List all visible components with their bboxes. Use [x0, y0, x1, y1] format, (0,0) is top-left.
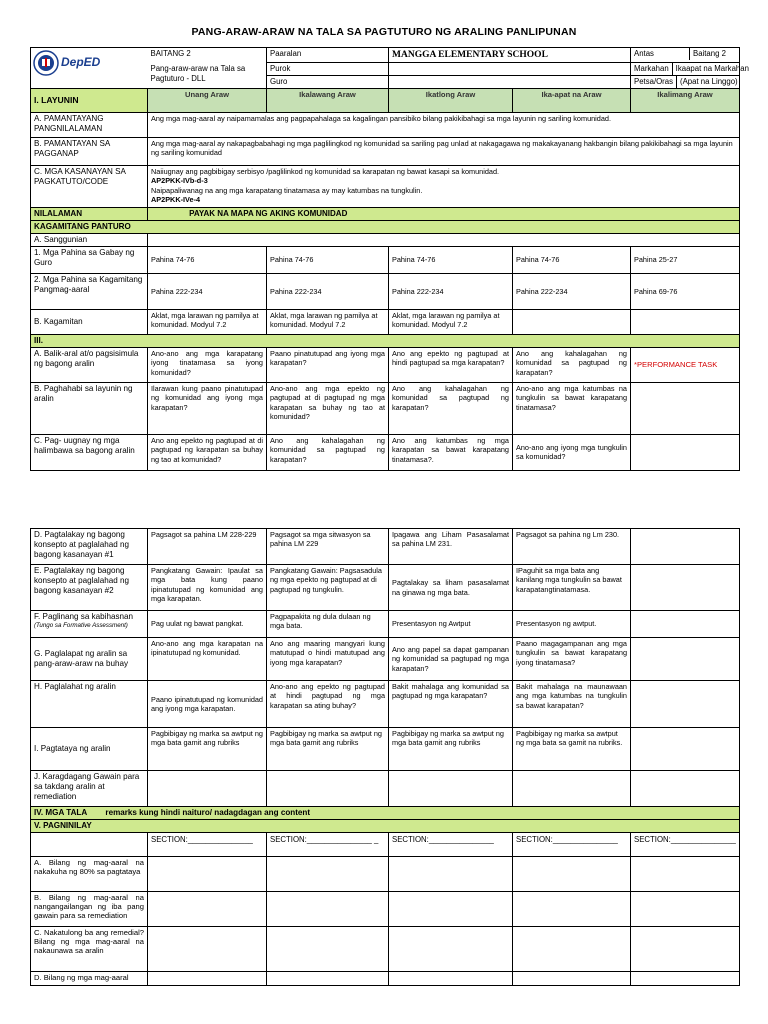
pagtataya-day-3: Pagbibigay ng marka sa awtput ng mga bata gamit ang rubriks [389, 728, 513, 771]
performance-task-label: *PERFORMANCE TASK [631, 347, 740, 382]
markahan-value: Ikaapat na Markahan [675, 64, 749, 74]
guro-value [389, 76, 631, 89]
paglalahat-day-3: Bakit mahalaga ang komunidad sa pagtupad ng mga karapatan? [389, 681, 513, 728]
reflection-a-day-3 [389, 856, 513, 891]
balik-aral-day-1: Ano-ano ang mga karapatang iyong tinatamasa sa iyong komunidad? [148, 347, 267, 382]
mga-tala-label: IV. MGA TALA [34, 808, 87, 817]
paglalahat-day-2: Ano-ano ang epekto ng pagtupad at hindi pagtupad ng mga karapatan sa ating buhay? [267, 681, 389, 728]
kagamitang-pangmagaaral-label: 2. Mga Pahina sa Kagamitang Pangmag-aaral [31, 274, 148, 310]
paghahabi-day-3: Ano ang kahalagahan ng komunidad sa pagtupad ng karapatan? [389, 382, 513, 434]
purok-value [389, 63, 631, 76]
dll-table-top [30, 47, 749, 471]
pagtalakay-1-day-2: Pagsagot sa mga sitwasyon sa pahina LM 229 [267, 529, 389, 565]
reflection-c-day-3 [389, 926, 513, 971]
mga-tala-row [31, 807, 740, 820]
gabay-day-5: Pahina 25-27 [631, 247, 740, 274]
markahan-label: Markahan [631, 63, 673, 75]
pagtalakay-1-label: D. Pagtalakay ng bagong konsepto at paglalahad ng bagong kasanayan #1 [31, 529, 148, 565]
pagtalakay-1-day-5 [631, 529, 740, 565]
kagamitang-pangmagaaral-day-5: Pahina 69-76 [631, 274, 740, 310]
day-header-3: Ikatlong Araw [389, 89, 513, 113]
kasanayan-text [148, 166, 740, 208]
paglalapat-day-4: Paano magagampanan ang mga tungkulin sa bawat karapatang iyong tinatamasa? [513, 638, 631, 681]
reflection-b-day-2 [267, 891, 389, 926]
pag-uugnay-day-2: Ano ang kahalagahan ng komunidad sa pagtupad ng karapatan? [267, 434, 389, 470]
reflection-d-day-2 [267, 971, 389, 985]
pag-uugnay-day-4: Ano-ano ang iyong mga tungkulin sa komunidad? [513, 434, 631, 470]
reflection-a-day-4 [513, 856, 631, 891]
pamantayang-pangnilalaman-label: A. PAMANTAYANG PANGNILALAMAN [31, 113, 148, 138]
paglalahat-day-4: Bakit mahalaga na maunawaan ang mga katumbas na tungkulin sa bawat karapatan? [513, 681, 631, 728]
guro-label: Guro [267, 76, 389, 89]
pagtataya-day-1: Pagbibigay ng marka sa awtput ng mga bata gamit ang rubriks [148, 728, 267, 771]
kagamitan-day-4 [513, 310, 631, 335]
pagtalakay-1-day-1: Pagsagot sa pahina LM 228-229 [148, 529, 267, 565]
baitang-label: BAITANG 2 [148, 48, 267, 63]
petsa-cell [631, 76, 740, 89]
kagamitan-label: B. Kagamitan [31, 310, 148, 335]
reflection-d-day-1 [148, 971, 267, 985]
paaralan-value: MANGGA ELEMENTARY SCHOOL [389, 48, 631, 63]
kagamitan-day-3: Aklat, mga larawan ng pamilya at komunidad. Modyul 7.2 [389, 310, 513, 335]
paghahabi-day-1: Ilarawan kung paano pinatutupad ng komunidad ang iyong mga karapatan? [148, 382, 267, 434]
kabihasnan-day-5 [631, 611, 740, 638]
reflection-c-day-1 [148, 926, 267, 971]
reflection-a-day-2 [267, 856, 389, 891]
dll-table-bottom [30, 528, 740, 986]
paghahabi-day-2: Ano-ano ang mga epekto ng pagtupad at di pagtupad ng mga karapatan sa buhay ng tao at komunidad? [267, 382, 389, 434]
pagtataya-day-2: Pagbibigay ng marka sa awtput ng mga bata gamit ang rubriks [267, 728, 389, 771]
kagamitan-day-1: Aklat, mga larawan ng pamilya at komunidad. Modyul 7.2 [148, 310, 267, 335]
paglalapat-day-5 [631, 638, 740, 681]
kabihasnan-sublabel: (Tungo sa Formative Assessment) [34, 621, 128, 629]
reflection-d-day-4 [513, 971, 631, 985]
gabay-day-2: Pahina 74-76 [267, 247, 389, 274]
pagtataya-label: I. Pagtataya ng aralin [31, 728, 148, 771]
section-blank-cell [31, 832, 148, 856]
pamamaraan-heading: III. [31, 335, 740, 348]
gabay-day-3: Pahina 74-76 [389, 247, 513, 274]
day-header-5: Ikalimang Araw [631, 89, 740, 113]
gabay-label: 1. Mga Pahina sa Gabay ng Guro [31, 247, 148, 274]
pagninilay-heading: V. PAGNINILAY [31, 819, 740, 832]
deped-logo-text: DepED [61, 55, 101, 70]
reflection-b-day-3 [389, 891, 513, 926]
nilalaman-label: NILALAMAN [31, 208, 148, 221]
kagamitang-pangmagaaral-day-4: Pahina 222-234 [513, 274, 631, 310]
kasanayan-label: C. MGA KASANAYAN SA PAGKATUTO/CODE [31, 166, 148, 208]
karagdagang-label: J. Karagdagang Gawain para sa takdang aralin at remediation [31, 771, 148, 807]
petsa-value: (Apat na Linggo) [680, 77, 738, 87]
paglalapat-day-2: Ano ang maaring mangyari kung matutupad o hindi matutupad ang iyong mga karapatan? [267, 638, 389, 681]
kagamitang-pangmagaaral-day-2: Pahina 222-234 [267, 274, 389, 310]
reflection-c-label: C. Nakatulong ba ang remedial? Bilang ng mga mag-aaral na nakaunawa sa aralin [31, 926, 148, 971]
kagamitang-pangmagaaral-day-3: Pahina 222-234 [389, 274, 513, 310]
paaralan-label: Paaralan [267, 48, 389, 63]
balik-aral-label: A. Balik-aral at/o pagsisimula ng bagong aralin [31, 347, 148, 382]
day-header-1: Unang Araw [148, 89, 267, 113]
balik-aral-day-4: Ano ang kahalagahan ng komunidad sa pagtupad ng karapatan? [513, 347, 631, 382]
section-field-2: SECTION:_______________ _ [267, 832, 389, 856]
reflection-c-day-4 [513, 926, 631, 971]
pag-uugnay-day-1: Ano ang epekto ng pagtupad at di pagtupad ng karapatan sa buhay ng tao at komunidad? [148, 434, 267, 470]
day-header-4: Ika-apat na Araw [513, 89, 631, 113]
pagtalakay-1-day-4: Pagsagot sa pahina ng Lm 230. [513, 529, 631, 565]
pagtataya-day-4: Pagbibigay ng marka sa awtput ng mga bata sa gamit na rubriks. [513, 728, 631, 771]
balik-aral-day-3: Ano ang epekto ng pagtupad at hindi pagtupad sa mga karapatan? [389, 347, 513, 382]
reflection-d-day-3 [389, 971, 513, 985]
paghahabi-day-4: Ano-ano ang mga katumbas na tungkulin sa bawat karapatang tinatamasa? [513, 382, 631, 434]
section-field-3: SECTION:_______________ [389, 832, 513, 856]
mga-tala-text: remarks kung hindi naituro/ nadagdagan ang content [105, 808, 311, 817]
nilalaman-fill [389, 208, 740, 221]
kabihasnan-day-1: Pag uulat ng bawat pangkat. [148, 611, 267, 638]
pag-uugnay-day-3: Ano ang katumbas ng mga karapatan sa bawat karapatang tinatamasa?. [389, 434, 513, 470]
karagdagang-day-4 [513, 771, 631, 807]
day-header-2: Ikalawang Araw [267, 89, 389, 113]
kasanayan-line-2: Naipapaliwanag na ang mga karapatang tinatamasa ay may katumbas na tungkulin. [151, 185, 423, 195]
kagamitan-day-5 [631, 310, 740, 335]
kagamitan-day-2: Aklat, mga larawan ng pamilya at komunidad. Modyul 7.2 [267, 310, 389, 335]
gabay-day-1: Pahina 74-76 [148, 247, 267, 274]
reflection-b-label: B. Bilang ng mag-aaral na nangangailangan ng iba pang gawain para sa remediation [31, 891, 148, 926]
antas-value: Baitang 2 [693, 49, 726, 58]
reflection-a-day-5 [631, 856, 740, 891]
kabihasnan-label [31, 611, 148, 638]
reflection-c-day-2 [267, 926, 389, 971]
logo-cell [31, 48, 148, 89]
pagtalakay-2-day-2: Pangkatang Gawain: Pagsasadula ng mga epekto ng pagtupad at di pagtupad ng tungkulin. [267, 565, 389, 611]
karagdagang-day-5 [631, 771, 740, 807]
doc-label: Pang-araw-araw na Tala sa Pagtuturo - DLL [148, 63, 267, 89]
antas-cell [631, 48, 740, 63]
pamantayang-pangnilalaman-text: Ang mga mag-aaral ay naipamamalas ang pagpapahalaga sa kagalingan pansibiko bilang pakikibahagi sa mga layunin ng sariling komunidad. [148, 113, 740, 138]
pagtalakay-2-day-3: Pagtalakay sa liham pasasalamat na ginawa ng mga bata. [389, 565, 513, 611]
paglalahat-day-5 [631, 681, 740, 728]
reflection-a-label: A. Bilang ng mag-aaral na nakakuha ng 80% sa pagtataya [31, 856, 148, 891]
pagtalakay-2-day-5 [631, 565, 740, 611]
nilalaman-text: PAYAK NA MAPA NG AKING KOMUNIDAD [148, 208, 389, 221]
sanggunian-label: A. Sanggunian [31, 234, 148, 247]
kasanayan-line-1: Naiiugnay ang pagbibigay serbisyo /paglilinkod ng komunidad sa karapatan ng bawat kasapi sa komunidad. [151, 167, 500, 177]
kabihasnan-day-4: Presentasyon ng awtput. [513, 611, 631, 638]
paglalahat-label: H. Paglalahat ng aralin [31, 681, 148, 728]
karagdagang-day-3 [389, 771, 513, 807]
reflection-b-day-5 [631, 891, 740, 926]
pag-uugnay-label: C. Pag- uugnay ng mga halimbawa sa bagong aralin [31, 434, 148, 470]
layunin-heading: I. LAYUNIN [31, 89, 148, 113]
karagdagang-day-1 [148, 771, 267, 807]
petsa-label: Petsa/Oras [631, 76, 677, 88]
section-field-5: SECTION:_______________ [631, 832, 740, 856]
section-field-4: SECTION:_______________ [513, 832, 631, 856]
pagtalakay-2-label: E. Pagtalakay ng bagong konsepto at paglalahad ng bagong kasanayan #2 [31, 565, 148, 611]
kasanayan-code-2: AP2PKK-IVe-4 [151, 195, 201, 205]
paglalapat-day-1: Ano-ano ang mga karapatan na ipinatutupad ng komunidad. [148, 638, 267, 681]
gabay-day-4: Pahina 74-76 [513, 247, 631, 274]
pagtalakay-1-day-3: Ipagawa ang Liham Pasasalamat sa pahina LM 231. [389, 529, 513, 565]
karagdagang-day-2 [267, 771, 389, 807]
reflection-d-label: D. Bilang ng mga mag-aaral [31, 971, 148, 985]
kabihasnan-day-3: Presentasyon ng Awtput [389, 611, 513, 638]
paglalahat-day-1: Paano ipinatutupad ng komunidad ang iyong mga karapatan. [148, 681, 267, 728]
deped-seal-icon [33, 50, 59, 76]
pag-uugnay-day-5 [631, 434, 740, 470]
reflection-c-day-5 [631, 926, 740, 971]
kagamitang-panturo-heading: KAGAMITANG PANTURO [31, 221, 740, 234]
pamantayan-sa-pagganap-label: B. PAMANTAYAN SA PAGGANAP [31, 138, 148, 166]
sanggunian-fill [148, 234, 740, 247]
kabihasnan-day-2: Pagpapakita ng dula dulaan ng mga bata. [267, 611, 389, 638]
paghahabi-day-5 [631, 382, 740, 434]
kabihasnan-label-text: F. Paglinang sa kabihasnan [34, 612, 133, 621]
paglalapat-day-3: Ano ang papel sa dapat gampanan ng komunidad sa pagtupad ng mga karapatan? [389, 638, 513, 681]
paghahabi-label: B. Paghahabi sa layunin ng aralin [31, 382, 148, 434]
purok-label: Purok [267, 63, 389, 76]
reflection-a-day-1 [148, 856, 267, 891]
reflection-b-day-1 [148, 891, 267, 926]
pagtataya-day-5 [631, 728, 740, 771]
markahan-cell [631, 63, 749, 76]
pagtalakay-2-day-1: Pangkatang Gawain: Ipaulat sa mga bata kung paano ipinatutupad ng komunidad ang mga karapatan. [148, 565, 267, 611]
reflection-b-day-4 [513, 891, 631, 926]
balik-aral-day-2: Paano pinatutupad ang iyong mga karapatan? [267, 347, 389, 382]
kagamitang-pangmagaaral-day-1: Pahina 222-234 [148, 274, 267, 310]
reflection-d-day-5 [631, 971, 740, 985]
kasanayan-code-1: AP2PKK-IVb-d-3 [151, 176, 208, 186]
antas-label: Antas [631, 48, 690, 60]
section-field-1: SECTION:_______________ [148, 832, 267, 856]
paglalapat-label: G. Paglalapat ng aralin sa pang-araw-araw na buhay [31, 638, 148, 681]
pamantayan-sa-pagganap-text: Ang mga mag-aaral ay nakapagbabahagi ng mga paglilingkod ng komunidad sa sariling pag unlad at nakagagawa ng makakayanang hakbangin bilang pakikibahagi sa mga layunin ng sariling komunidad [148, 138, 740, 166]
pagtalakay-2-day-4: IPaguhit sa mga bata ang kanilang mga tungkulin sa bawat karapatangtinatamasa. [513, 565, 631, 611]
page-title: PANG-ARAW-ARAW NA TALA SA PAGTUTURO NG ARALING PANLIPUNAN [191, 26, 577, 38]
